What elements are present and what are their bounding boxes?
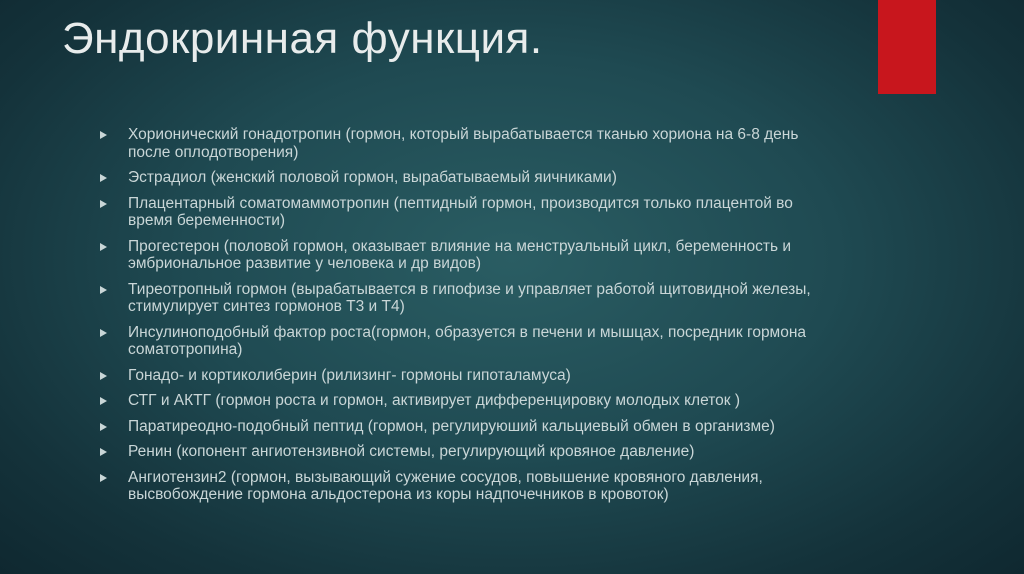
list-item [100,392,840,410]
list-item-text: СТГ и АКТГ (гормон роста и гормон, активирует дифференцировку молодых клеток ) [128,392,741,409]
list-item [100,169,840,187]
list-item [100,324,840,359]
list-item [100,126,840,161]
list-item-text: Ренин (копонент ангиотензивной системы, регулирующий кровяное давление) [128,443,695,460]
triangle-bullet-icon [100,372,107,380]
triangle-bullet-icon [100,131,107,139]
red-accent-bar [878,0,936,94]
slide-title: Эндокринная функция. [62,14,543,63]
list-item-text: Ангиотензин2 (гормон, вызывающий сужение сосудов, повышение кровяного давления, высвобождение гормона альдостерона из коры надпочечников в кровоток) [128,468,763,503]
list-item [100,281,840,316]
list-item [100,367,840,385]
list-item [100,418,840,436]
list-item-text: Эстрадиол (женский половой гормон, вырабатываемый яичниками) [128,169,617,186]
triangle-bullet-icon [100,286,107,294]
list-item-text: Инсулиноподобный фактор роста(гормон, образуется в печени и мышцах, посредник гормона соматотропина) [128,323,807,358]
triangle-bullet-icon [100,200,107,208]
list-item-text: Паратиреодно-подобный пептид (гормон, регулируюший кальциевый обмен в организме) [128,417,775,435]
list-item [100,195,840,230]
triangle-bullet-icon [100,448,107,456]
triangle-bullet-icon [100,174,107,182]
list-item-text: Тиреотропный гормон (вырабатывается в гипофизе и управляет работой щитовидной железы, стимулирует синтез гормонов Т3 и Т4) [128,280,811,315]
list-item-text: Прогестерон (половой гормон, оказывает влияние на менструальный цикл, беременность и эмбриональное развитие у человека и др видов) [128,237,792,272]
list-item-text: Гонадо- и кортиколиберин (рилизинг- гормоны гипоталамуса) [128,366,571,384]
bullet-list [100,126,840,512]
list-item [100,469,840,504]
list-item-text: Хорионический гонадотропин (гормон, который вырабатывается тканью хориона на 6-8 день после оплодотворения) [128,126,799,161]
triangle-bullet-icon [100,243,107,251]
triangle-bullet-icon [100,397,107,405]
triangle-bullet-icon [100,329,107,337]
triangle-bullet-icon [100,474,107,482]
list-item [100,238,840,273]
triangle-bullet-icon [100,423,107,431]
list-item [100,443,840,461]
list-item-text: Плацентарный соматомаммотропин (пептидный гормон, производится только плацентой во время беременности) [128,194,793,229]
